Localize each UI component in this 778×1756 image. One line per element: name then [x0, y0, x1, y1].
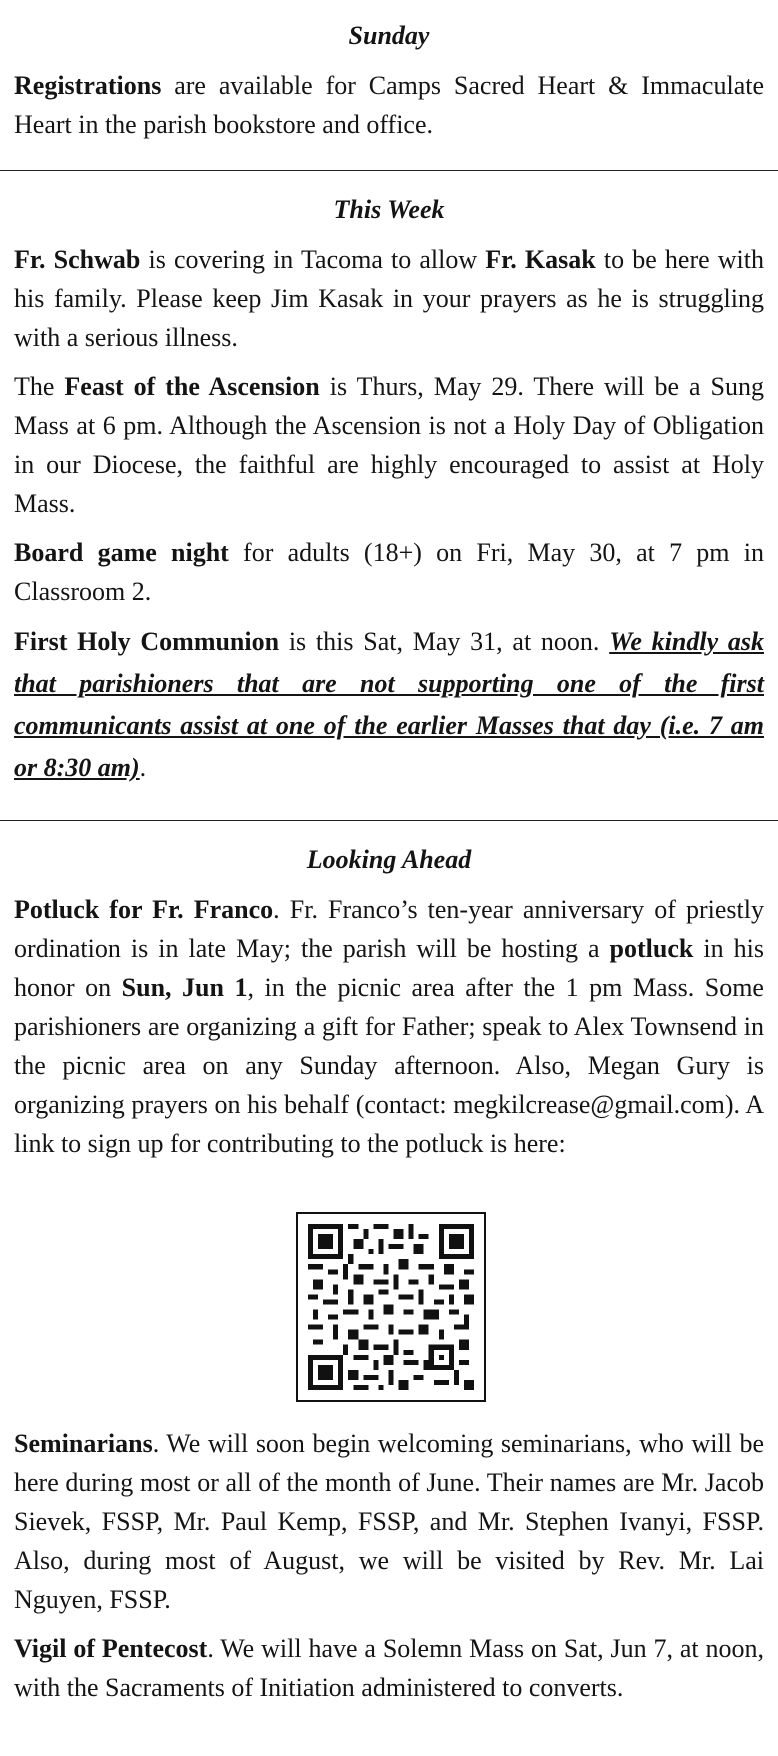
- ascension-paragraph: [0, 367, 778, 523]
- communion-text-1: is this Sat, May 31, at noon.: [279, 627, 610, 656]
- section-sunday: [0, 18, 778, 144]
- fr-kasak-bold: Fr. Kasak: [485, 245, 596, 274]
- divider: [0, 170, 778, 171]
- pentecost-bold: Vigil of Pentecost: [14, 1634, 208, 1663]
- potluck-text-2: in his honor on: [14, 934, 764, 1002]
- potluck-text-1: . Fr. Franco’s ten-year anniversary of priestly ordination is in late May; the parish will be hosting a: [14, 895, 764, 963]
- registrations-bold: Registrations: [14, 71, 162, 100]
- schwab-paragraph: [0, 240, 778, 357]
- section-heading-looking-ahead: Looking Ahead: [306, 845, 472, 874]
- section-looking-ahead: [0, 842, 778, 1163]
- board-game-paragraph: [0, 533, 778, 611]
- schwab-text-2: to be here with his family. Please keep Jim Kasak in your prayers as he is struggling with a serious illness.: [14, 245, 765, 352]
- fr-schwab-bold: Fr. Schwab: [14, 245, 141, 274]
- section-looking-ahead-continued: [0, 1424, 778, 1707]
- communion-bold: First Holy Communion: [14, 627, 280, 656]
- qr-code-icon: [308, 1224, 474, 1390]
- seminarians-text: . We will soon begin welcoming seminarians, who will be here during most or all of the month of June. Their names are Mr. Jacob Sievek, FSSP, Mr. Paul Kemp, FSSP, and Mr. Stephen Ivanyi, FSSP. Also, during most of August, we will be visited by Rev. Mr. Lai Nguyen, FSSP.: [14, 1429, 764, 1614]
- seminarians-bold: Seminarians: [14, 1429, 153, 1458]
- qr-code[interactable]: [296, 1212, 486, 1402]
- communion-text-2: .: [139, 753, 147, 782]
- schwab-text-1: is covering in Tacoma to allow: [140, 245, 486, 274]
- pentecost-text: . We will have a Solemn Mass on Sat, Jun 7, at noon, with the Sacraments of Initiation administered to converts.: [14, 1634, 764, 1702]
- potluck-title-bold: Potluck for Fr. Franco: [14, 895, 274, 924]
- board-game-bold: Board game night: [14, 538, 229, 567]
- potluck-date-bold: Sun, Jun 1: [121, 973, 248, 1002]
- pentecost-paragraph: [0, 1629, 778, 1707]
- communion-request-emphasis: We kindly ask that parishioners that are not supporting one of the first communicants assist at one of the earlier Masses that day (i.e. 7 am or 8:30 am): [14, 627, 764, 782]
- seminarians-paragraph: [0, 1424, 778, 1619]
- potluck-paragraph: [0, 890, 778, 1163]
- section-heading-this-week: This Week: [333, 195, 445, 224]
- section-this-week: [0, 192, 778, 789]
- ascension-text-0: The: [14, 372, 65, 401]
- section-heading-sunday: Sunday: [348, 21, 430, 50]
- divider: [0, 820, 778, 821]
- ascension-bold: Feast of the Ascension: [64, 372, 320, 401]
- ascension-text-1: is Thurs, May 29. There will be a Sung Mass at 6 pm. Although the Ascension is not a Holy Day of Obligation in our Diocese, the faithful are highly encouraged to assist at Holy Mass.: [14, 372, 765, 518]
- potluck-text-3: , in the picnic area after the 1 pm Mass. Some parishioners are organizing a gift for Father; speak to Alex Townsend in the picnic area on any Sunday afternoon. Also, Megan Gury is organizing prayers on his behalf (contact: megkilcrease@gmail.com). A link to sign up for contributing to the potluck is here:: [14, 973, 764, 1158]
- potluck-bold: potluck: [609, 934, 694, 963]
- registrations-text: are available for Camps Sacred Heart & Immaculate Heart in the parish bookstore and office.: [14, 71, 764, 139]
- board-game-text: for adults (18+) on Fri, May 30, at 7 pm in Classroom 2.: [14, 538, 764, 606]
- communion-paragraph: [0, 621, 778, 789]
- registrations-paragraph: [0, 66, 778, 144]
